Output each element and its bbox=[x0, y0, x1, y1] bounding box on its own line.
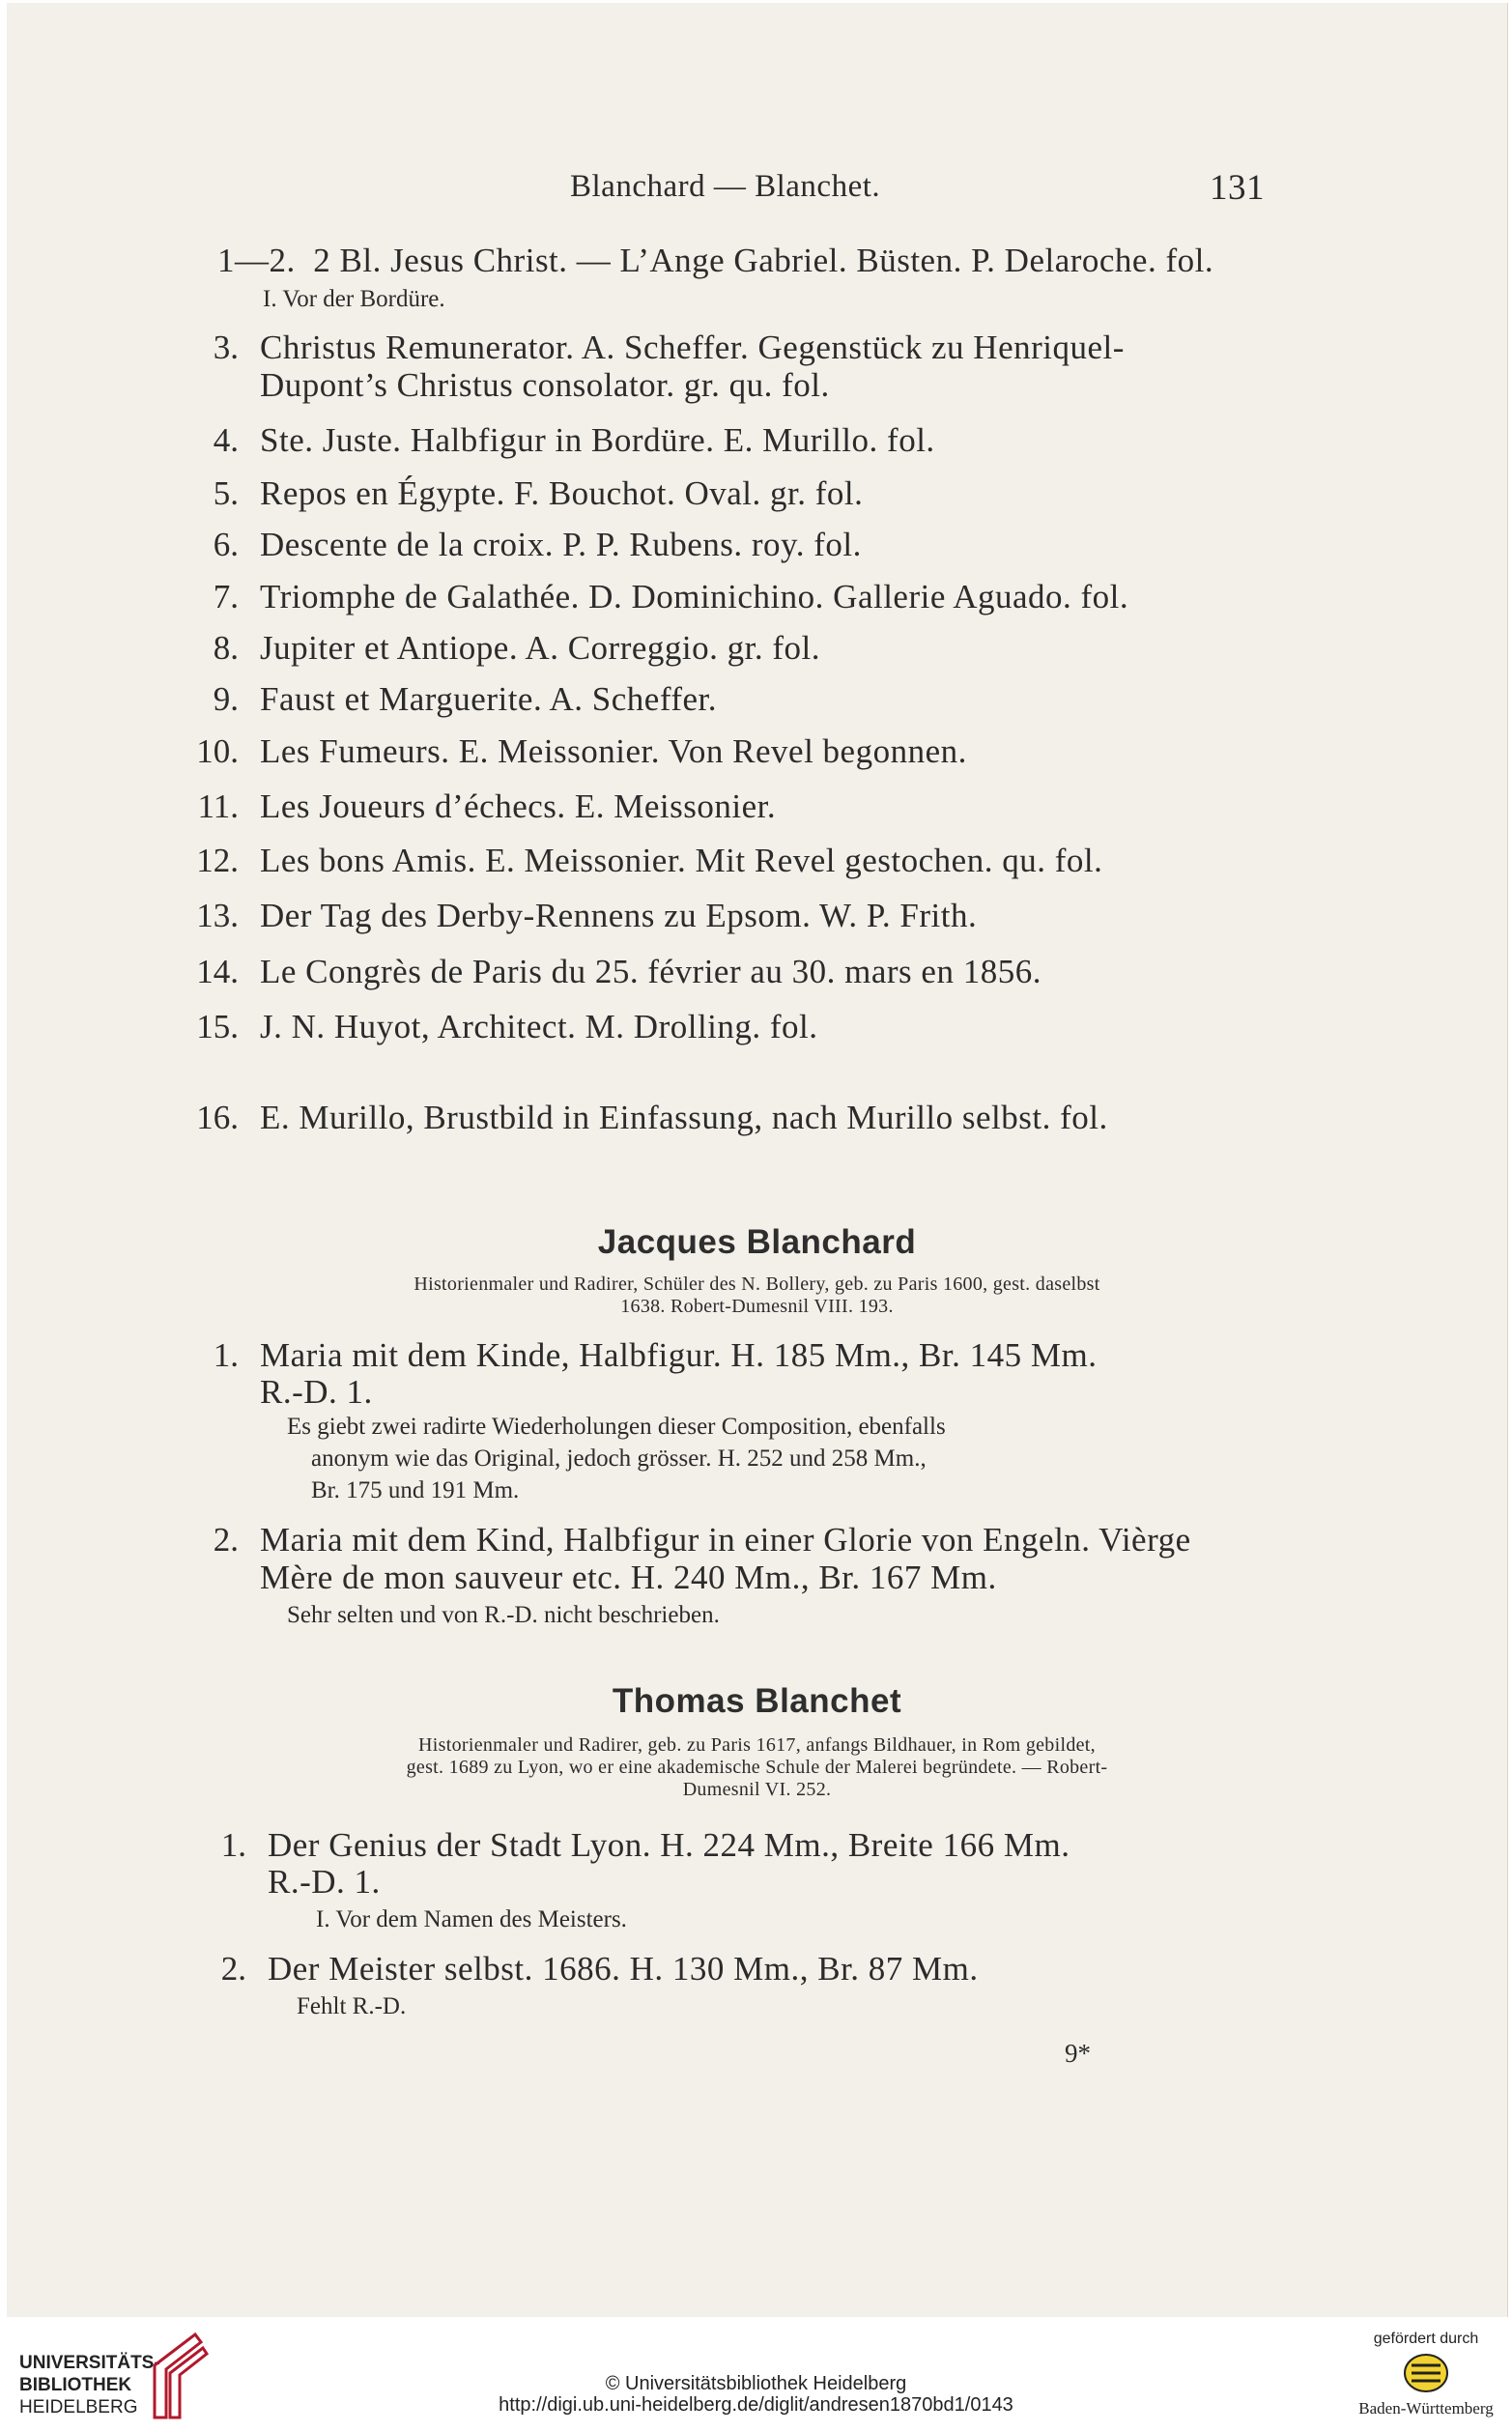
artist-bio: Dumesnil VI. 252. bbox=[682, 1779, 832, 1800]
item-number: 7. bbox=[213, 578, 239, 615]
artist-bio: Historienmaler und Radirer, geb. zu Paris 1617, anfangs Bildhauer, in Rom gebildet, bbox=[418, 1734, 1096, 1756]
item-text: Der Genius der Stadt Lyon. H. 224 Mm., Breite 166 Mm. bbox=[268, 1826, 1070, 1864]
item-number: 4. bbox=[213, 421, 239, 459]
library-footer bbox=[0, 2317, 1512, 2432]
item-note: I. Vor dem Namen des Meisters. bbox=[316, 1906, 627, 1932]
artist-heading: Thomas Blanchet bbox=[612, 1682, 902, 1720]
item-text: Maria mit dem Kind, Halbfigur in einer Glorie von Engeln. Vièrge bbox=[260, 1521, 1191, 1559]
item-text: Les Fumeurs. E. Meissonier. Von Revel begonnen. bbox=[260, 732, 967, 770]
item-number: 16. bbox=[196, 1099, 239, 1136]
item-text: R.-D. 1. bbox=[260, 1373, 373, 1411]
running-header: Blanchard — Blanchet. bbox=[570, 169, 881, 204]
item-number: 1. bbox=[213, 1336, 239, 1374]
item-text: Mère de mon sauveur etc. H. 240 Mm., Br. 167 Mm. bbox=[260, 1559, 997, 1596]
item-note: Sehr selten und von R.-D. nicht beschrieben. bbox=[287, 1602, 720, 1628]
state-coat-of-arms-icon bbox=[1402, 2352, 1450, 2394]
item-note: Fehlt R.-D. bbox=[297, 1993, 407, 2019]
copyright-text: © Universitätsbibliothek Heidelberg bbox=[605, 2373, 907, 2394]
item-note: I. Vor der Bordüre. bbox=[263, 286, 445, 312]
item-text: Dupont’s Christus consolator. gr. qu. fol. bbox=[260, 366, 830, 404]
item-number: 8. bbox=[213, 629, 239, 667]
item-text: Triomphe de Galathée. D. Dominichino. Gallerie Aguado. fol. bbox=[260, 578, 1129, 615]
funding-logo: gefördert durch Baden-Württemberg bbox=[1358, 2331, 1494, 2418]
list-item: 1—2. 2 Bl. Jesus Christ. — L’Ange Gabriel. Büsten. P. Delaroche. fol. bbox=[217, 242, 1214, 279]
item-number: 15. bbox=[196, 1008, 239, 1045]
item-text: J. N. Huyot, Architect. M. Drolling. fol. bbox=[260, 1008, 818, 1045]
item-text: Descente de la croix. P. P. Rubens. roy. fol. bbox=[260, 526, 862, 563]
item-note: anonym wie das Original, jedoch grösser. H. 252 und 258 Mm., bbox=[311, 1445, 927, 1472]
item-text: Les Joueurs d’échecs. E. Meissonier. bbox=[260, 787, 777, 825]
scanned-page bbox=[7, 3, 1508, 2317]
signature-mark: 9* bbox=[1065, 2039, 1091, 2068]
page-number: 131 bbox=[1210, 168, 1265, 208]
item-number: 13. bbox=[196, 897, 239, 934]
item-text: Der Meister selbst. 1686. H. 130 Mm., Br. 87 Mm. bbox=[268, 1950, 979, 1988]
item-number: 12. bbox=[196, 842, 239, 879]
item-number: 10. bbox=[196, 732, 239, 770]
artist-heading: Jacques Blanchard bbox=[597, 1223, 917, 1261]
item-number: 9. bbox=[213, 680, 239, 718]
item-text: Christus Remunerator. A. Scheffer. Gegenstück zu Henriquel- bbox=[260, 329, 1125, 366]
item-note: Br. 175 und 191 Mm. bbox=[311, 1477, 520, 1503]
item-number: 5. bbox=[213, 474, 239, 512]
item-note: Es giebt zwei radirte Wiederholungen dieser Composition, ebenfalls bbox=[287, 1414, 946, 1440]
item-text: Jupiter et Antiope. A. Correggio. gr. fol. bbox=[260, 629, 820, 667]
item-number: 2. bbox=[220, 1950, 246, 1988]
item-text: Ste. Juste. Halbfigur in Bordüre. E. Murillo. fol. bbox=[260, 421, 935, 459]
item-text: R.-D. 1. bbox=[268, 1863, 381, 1901]
artist-bio: 1638. Robert-Dumesnil VIII. 193. bbox=[620, 1296, 894, 1317]
item-number: 11. bbox=[197, 787, 239, 825]
item-text: Maria mit dem Kinde, Halbfigur. H. 185 Mm., Br. 145 Mm. bbox=[260, 1336, 1098, 1374]
item-number: 2. bbox=[213, 1521, 239, 1559]
source-url-link[interactable]: http://digi.ub.uni-heidelberg.de/diglit/andresen1870bd1/0143 bbox=[499, 2394, 1013, 2416]
item-number: 1. bbox=[220, 1826, 246, 1864]
item-text: E. Murillo, Brustbild in Einfassung, nach Murillo selbst. fol. bbox=[260, 1099, 1108, 1136]
artist-bio: Historienmaler und Radirer, Schüler des N. Bollery, geb. zu Paris 1600, gest. daselbst bbox=[414, 1273, 1100, 1295]
item-text: Faust et Marguerite. A. Scheffer. bbox=[260, 680, 718, 718]
item-number: 3. bbox=[213, 329, 239, 366]
item-text: Les bons Amis. E. Meissonier. Mit Revel gestochen. qu. fol. bbox=[260, 842, 1103, 879]
item-text: Der Tag des Derby-Rennens zu Epsom. W. P. Frith. bbox=[260, 897, 978, 934]
artist-bio: gest. 1689 zu Lyon, wo er eine akademische Schule der Malerei begründete. — Robert- bbox=[406, 1757, 1108, 1778]
item-number: 14. bbox=[196, 953, 239, 990]
item-text: Le Congrès de Paris du 25. février au 30. mars en 1856. bbox=[260, 953, 1041, 990]
library-logo-text[interactable]: UNIVERSITÄTS- BIBLIOTHEK HEIDELBERG bbox=[19, 2353, 160, 2418]
item-text: Repos en Égypte. F. Bouchot. Oval. gr. fol. bbox=[260, 474, 864, 512]
item-number: 6. bbox=[213, 526, 239, 563]
